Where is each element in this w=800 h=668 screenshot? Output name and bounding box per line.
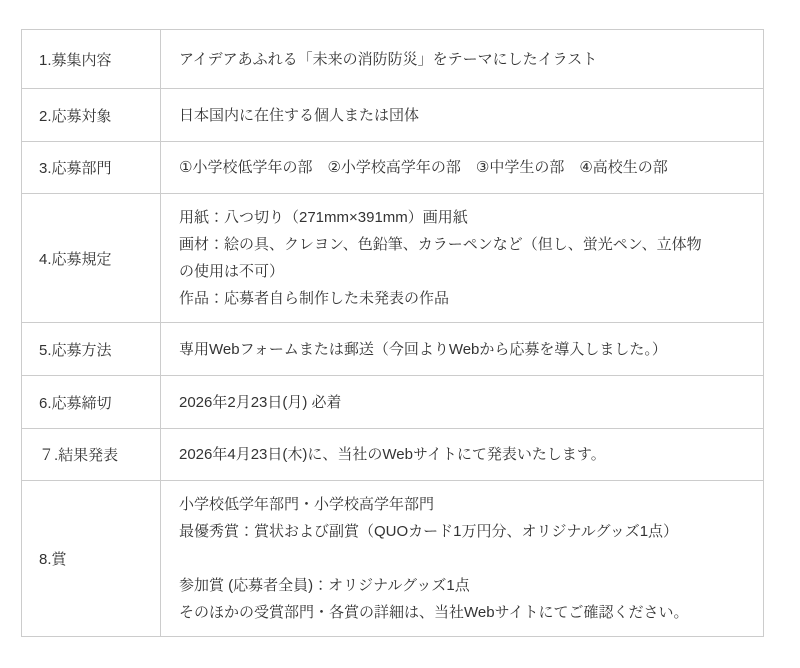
content-line: ①小学校低学年の部 ②小学校高学年の部 ③中学生の部 ④高校生の部 bbox=[179, 159, 668, 176]
content-line: 作品：応募者自ら制作した未発表の作品 bbox=[179, 290, 450, 307]
table-row-categories bbox=[22, 142, 764, 194]
content-line: 日本国内に在住する個人または団体 bbox=[179, 106, 420, 124]
row-label: 1.募集内容 bbox=[22, 30, 161, 89]
content-line: 参加賞 (応募者全員)：オリジナルグッズ1点 bbox=[179, 577, 470, 594]
content-line: 画材：絵の具、クレヨン、色鉛筆、カラーペンなど（但し、蛍光ペン、立体物 bbox=[179, 236, 702, 253]
row-content bbox=[161, 142, 764, 194]
row-content bbox=[161, 323, 764, 376]
row-content bbox=[161, 376, 764, 429]
row-content bbox=[161, 30, 764, 89]
content-line: そのほかの受賞部門・各賞の詳細は、当社Webサイトにてご確認ください。 bbox=[179, 604, 689, 621]
content-line: 最優秀賞：賞状および副賞（QUOカード1万円分、オリジナルグッズ1点） bbox=[179, 523, 679, 540]
content-line: 小学校低学年部門・小学校高学年部門 bbox=[179, 496, 435, 513]
table-row-results-announcement bbox=[22, 429, 764, 481]
row-label: 4.応募規定 bbox=[22, 194, 161, 323]
table-row-how-to-apply bbox=[22, 323, 764, 376]
row-label: 5.応募方法 bbox=[22, 323, 161, 376]
table-row-prizes bbox=[22, 481, 764, 637]
row-label: 3.応募部門 bbox=[22, 142, 161, 194]
row-content bbox=[161, 89, 764, 142]
content-line: 2026年2月23日(月) 必着 bbox=[179, 393, 342, 411]
row-label: 6.応募締切 bbox=[22, 376, 161, 429]
table-row-eligibility bbox=[22, 89, 764, 142]
content-line: 用紙：八つ切り（271mm×391mm）画用紙 bbox=[179, 209, 468, 226]
row-label: 2.応募対象 bbox=[22, 89, 161, 142]
row-content bbox=[161, 429, 764, 481]
row-content bbox=[161, 481, 764, 637]
table-row-recruitment-details bbox=[22, 30, 764, 89]
row-content bbox=[161, 194, 764, 323]
content-line: の使用は不可） bbox=[179, 263, 285, 280]
content-line: アイデアあふれる「未来の消防防災」をテーマにしたイラスト bbox=[179, 50, 598, 68]
content-line: 2026年4月23日(木)に、当社のWebサイトにて発表いたします。 bbox=[179, 446, 606, 463]
table-row-deadline bbox=[22, 376, 764, 429]
row-label: 8.賞 bbox=[22, 481, 161, 637]
content-line bbox=[179, 545, 749, 572]
content-line: 専用Webフォームまたは郵送（今回よりWebから応募を導入しました。） bbox=[179, 340, 667, 358]
contest-info-table bbox=[21, 29, 764, 637]
table-row-submission-rules bbox=[22, 194, 764, 323]
row-label: ７.結果発表 bbox=[22, 429, 161, 481]
